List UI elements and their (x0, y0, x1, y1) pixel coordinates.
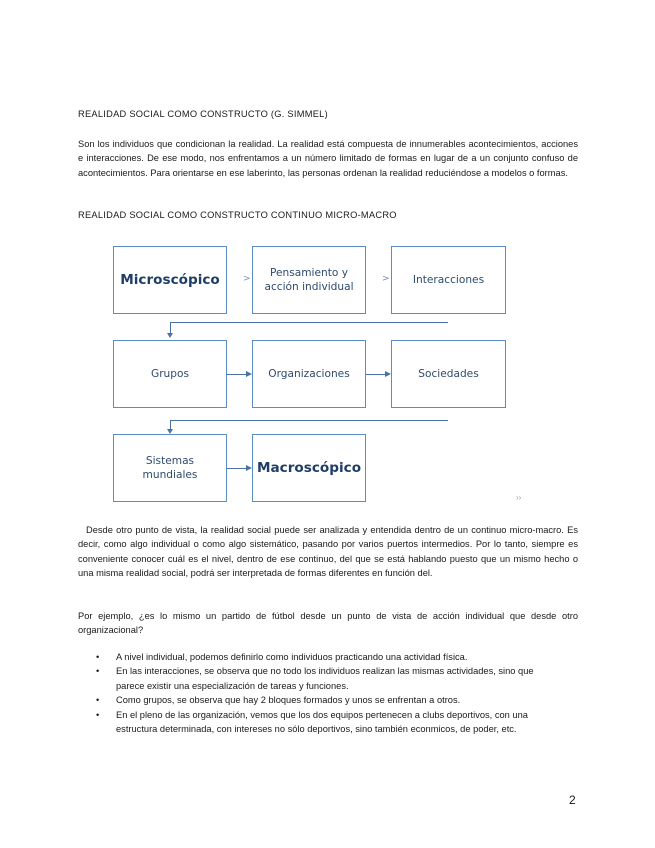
box-pensamiento-label: Pensamiento y acción individual (264, 267, 354, 293)
list-item-text: A nivel individual, podemos definirlo como individuos practicando una actividad física. (116, 652, 468, 662)
arrow-down-icon (167, 333, 173, 338)
arrow-right-icon (246, 465, 252, 471)
box-pensamiento (252, 246, 366, 314)
box-organizaciones (252, 340, 366, 408)
arrow-right-icon (385, 371, 391, 377)
box-grupos (113, 340, 227, 408)
bullet-icon: • (96, 652, 100, 662)
bullet-list (78, 650, 558, 736)
list-item-text: En el pleno de las organización, vemos que los dos equipos pertenecen a clubs deportivos, con una estructura determinada, con intereses no sólo deportivos, sino también econmicos, de poder, etc. (116, 709, 528, 735)
diagram-tiny-mark: ›› (516, 493, 522, 502)
box-sociedades (391, 340, 506, 408)
box-interacciones (391, 246, 506, 314)
bullet-icon: • (96, 709, 100, 720)
box-sistemas-label: Sistemas mundiales (142, 455, 198, 481)
arrow-icon-pensamiento-interacciones: > (382, 274, 390, 284)
bullet-icon: • (96, 666, 100, 677)
list-item (78, 664, 558, 693)
section-title-simmel: REALIDAD SOCIAL COMO CONSTRUCTO (G. SIMMEL) (78, 109, 328, 119)
box-macroscopico (252, 434, 366, 502)
connector-line-row2-row3 (170, 420, 448, 421)
box-organizaciones-label: Organizaciones (268, 368, 350, 380)
connector-line-row1-row2 (170, 322, 448, 323)
box-sociedades-label: Sociedades (418, 368, 479, 380)
list-item (78, 650, 558, 664)
paragraph-continuo: Desde otro punto de vista, la realidad social puede ser analizada y entendida dentro de un continuo micro-macro. Es decir, como algo individual o como algo sistemático, pasando por varios puertos intermedios. Por lo tanto, siempre es conveniente conocer cuál es el nivel, dentro de ese continuo, del que se está hablando puesto que un mismo hecho o una misma realidad social, podrá ser interpretada de formas diferentes en función del. (78, 525, 578, 579)
list-item-text: En las interacciones, se observa que no todo los individuos realizan las mismas actividades, sino que parece existir una especialización de tareas y funciones. (116, 666, 534, 691)
paragraph-ejemplo-futbol: Por ejemplo, ¿es lo mismo un partido de fútbol desde un punto de vista de acción individual que desde otro organizacional? (78, 611, 578, 636)
box-interacciones-label: Interacciones (412, 274, 485, 286)
box-sistemas-mundiales (113, 434, 227, 502)
box-microscopico-label: Microscópico (120, 272, 220, 288)
box-microscopico (113, 246, 227, 314)
paragraph-simmel: Son los individuos que condicionan la realidad. La realidad está compuesta de innumerables acontecimientos, acciones e interacciones. De ese modo, nos enfrentamos a un número limitado de formas en lugar de a un conjunto confuso de acontecimientos. Para orientarse en ese laberinto, las personas ordenan la realidad reduciéndose a modelos o formas. (78, 139, 578, 178)
arrow-icon-micro-pensamiento: > (243, 274, 251, 284)
arrow-right-icon (246, 371, 252, 377)
section-title-micro-macro: REALIDAD SOCIAL COMO CONSTRUCTO CONTINUO MICRO-MACRO (78, 210, 397, 220)
list-item (78, 693, 558, 707)
arrow-line-organizaciones-sociedades (366, 374, 386, 375)
bullet-icon: • (96, 695, 100, 706)
list-item-text: Como grupos, se observa que hay 2 bloques formados y unos se enfrentan a otros. (116, 695, 461, 706)
box-grupos-label: Grupos (150, 368, 189, 380)
box-macroscopico-label: Macroscópico (256, 460, 362, 476)
list-item (78, 708, 558, 737)
arrow-line-grupos-organizaciones (227, 374, 247, 375)
arrow-line-sistemas-macro (227, 468, 247, 469)
page-number: 2 (569, 793, 576, 807)
